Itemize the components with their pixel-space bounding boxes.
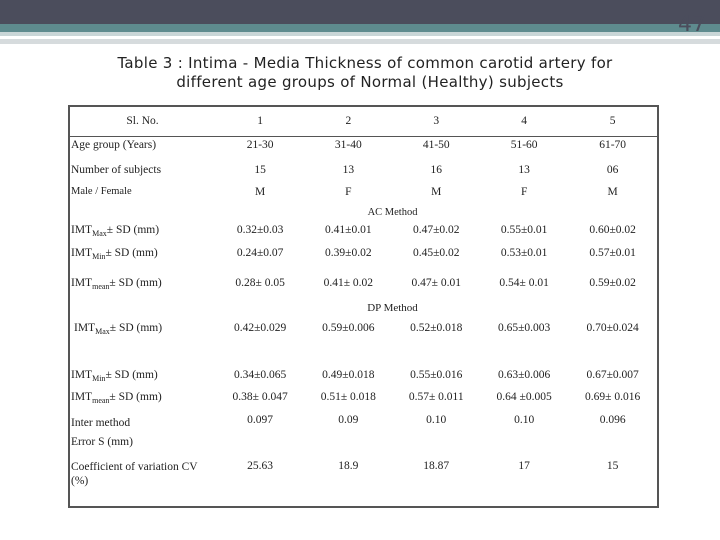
label-suffix: ± SD (mm): [106, 224, 160, 236]
title-line-2: different age groups of Normal (Healthy) subjects: [176, 73, 564, 91]
cell: 51-60: [510, 138, 538, 151]
label-prefix: IMT: [71, 224, 93, 236]
header-col: 1: [216, 106, 304, 136]
cell: 13: [518, 164, 530, 176]
label-sub: Max: [92, 229, 107, 238]
cell: 0.69± 0.016: [585, 391, 641, 403]
imt-table: [68, 105, 659, 508]
cell: 0.42±0.029: [233, 322, 287, 334]
cell: F: [345, 186, 352, 198]
cell: 21-30: [246, 138, 274, 151]
section-row-ac: [69, 207, 658, 223]
label-prefix: IMT: [74, 322, 96, 334]
cell: 0.32±0.03: [236, 224, 284, 236]
cell: 0.49±0.018: [322, 369, 375, 381]
cell: 0.70±0.024: [586, 322, 639, 334]
row-label: [69, 460, 216, 507]
row-label: [69, 276, 216, 301]
label-suffix: ± SD (mm): [109, 322, 163, 334]
label-sub: Max: [95, 327, 110, 336]
cell: 18.9: [338, 460, 359, 472]
row-label: [69, 413, 216, 460]
table-row: [69, 183, 658, 207]
cell: 0.38± 0.047: [232, 391, 288, 403]
cell: 0.39±0.02: [325, 247, 372, 259]
cell: 0.57± 0.011: [408, 391, 464, 403]
header-label: Sl. No.: [69, 106, 216, 136]
header-bar-dark: [0, 0, 720, 24]
cell: 61-70: [599, 138, 627, 151]
cell: 17: [518, 460, 530, 472]
label-sub: mean: [92, 396, 110, 405]
table-title: [60, 54, 670, 92]
label-prefix: IMT: [71, 391, 93, 403]
header-col: 5: [568, 106, 658, 136]
cell: 41-50: [422, 138, 450, 151]
table-row: [69, 460, 658, 507]
table-row: [69, 246, 658, 276]
cell: 0.65±0.003: [497, 322, 551, 334]
cell: 0.64 ±0.005: [496, 391, 552, 403]
table-row: [69, 321, 658, 368]
header-bar-teal: [0, 24, 720, 32]
header-bar-gray: [0, 39, 720, 44]
header-col: 4: [480, 106, 568, 136]
cell: 0.55±0.016: [410, 369, 463, 381]
slide-number: 47: [678, 12, 706, 37]
cell: 13: [342, 164, 355, 176]
label-line-1: Inter method: [71, 417, 131, 429]
label-suffix: ± SD (mm): [105, 247, 158, 259]
section-row-dp: [69, 301, 658, 321]
table-row: [69, 276, 658, 301]
cell: 0.28± 0.05: [235, 277, 285, 289]
label-suffix: ± SD (mm): [109, 277, 162, 289]
cell: 0.096: [599, 414, 626, 426]
cell: 0.10: [426, 414, 447, 426]
dp-method-heading: DP Method: [367, 302, 418, 314]
cell: 0.63±0.006: [497, 369, 551, 381]
cell: 16: [430, 164, 442, 176]
cell: 0.51± 0.018: [320, 391, 376, 403]
cell: 0.52±0.018: [410, 322, 463, 334]
label-prefix: IMT: [71, 369, 93, 381]
cell: 0.45±0.02: [412, 247, 460, 259]
cell: 0.34±0.065: [233, 369, 287, 381]
table-row: [69, 413, 658, 460]
label-sub: Min: [92, 374, 106, 383]
label-line-1: Coefficient of variation CV: [71, 461, 198, 473]
table-row: [69, 390, 658, 413]
label-prefix: IMT: [71, 277, 93, 289]
cell: 0.60±0.02: [589, 224, 636, 236]
cell: 0.24±0.07: [236, 247, 284, 259]
cell: 0.57±0.01: [589, 247, 636, 259]
cell: 0.54± 0.01: [499, 277, 549, 289]
cell: 25.63: [247, 460, 274, 472]
cell: 0.53±0.01: [500, 247, 548, 259]
label-line-2: (%): [71, 475, 89, 487]
cell: 0.67±0.007: [586, 369, 639, 381]
cell: 18.87: [423, 460, 450, 472]
cell: 0.41±0.01: [325, 224, 372, 236]
cell: 0.59±0.02: [589, 277, 636, 289]
row-label: [69, 321, 216, 368]
cell: 15: [606, 460, 619, 472]
table-row: [69, 161, 658, 183]
label-sub: mean: [92, 282, 110, 291]
cell: 0.47± 0.01: [411, 277, 461, 289]
cell: 0.47±0.02: [412, 224, 460, 236]
header-row: [69, 106, 658, 136]
label-prefix: IMT: [71, 247, 93, 259]
row-label: [69, 223, 216, 246]
row-label: [69, 390, 216, 413]
cell: 0.09: [338, 414, 359, 426]
cell: 0.59±0.006: [322, 322, 375, 334]
cell: M: [431, 186, 442, 198]
title-line-1: Table 3 : Intima - Media Thickness of common carotid artery for: [117, 54, 613, 72]
header-col: 2: [304, 106, 392, 136]
row-label: Number of subjects: [71, 164, 162, 176]
cell: M: [607, 186, 618, 198]
label-suffix: ± SD (mm): [109, 391, 162, 403]
table-row: [69, 368, 658, 390]
cell: 0.10: [514, 414, 535, 426]
cell: 15: [254, 164, 266, 176]
cell: 06: [606, 164, 619, 176]
cell: F: [520, 186, 528, 198]
row-label: [69, 368, 216, 390]
header-col: 3: [392, 106, 480, 136]
ac-method-heading: AC Method: [367, 207, 418, 218]
cell: 0.097: [247, 414, 274, 426]
row-label: [69, 246, 216, 276]
cell: 0.41± 0.02: [323, 277, 374, 289]
label-suffix: ± SD (mm): [105, 369, 158, 381]
table-row: [69, 223, 658, 246]
label-sub: Min: [92, 252, 106, 261]
cell: M: [254, 186, 266, 198]
table-row: [69, 136, 658, 161]
label-line-2: Error S (mm): [71, 436, 133, 448]
cell: 0.55±0.01: [500, 224, 548, 236]
row-label: Male / Female: [71, 186, 132, 197]
row-label: Age group (Years): [71, 138, 157, 151]
cell: 31-40: [334, 138, 362, 151]
